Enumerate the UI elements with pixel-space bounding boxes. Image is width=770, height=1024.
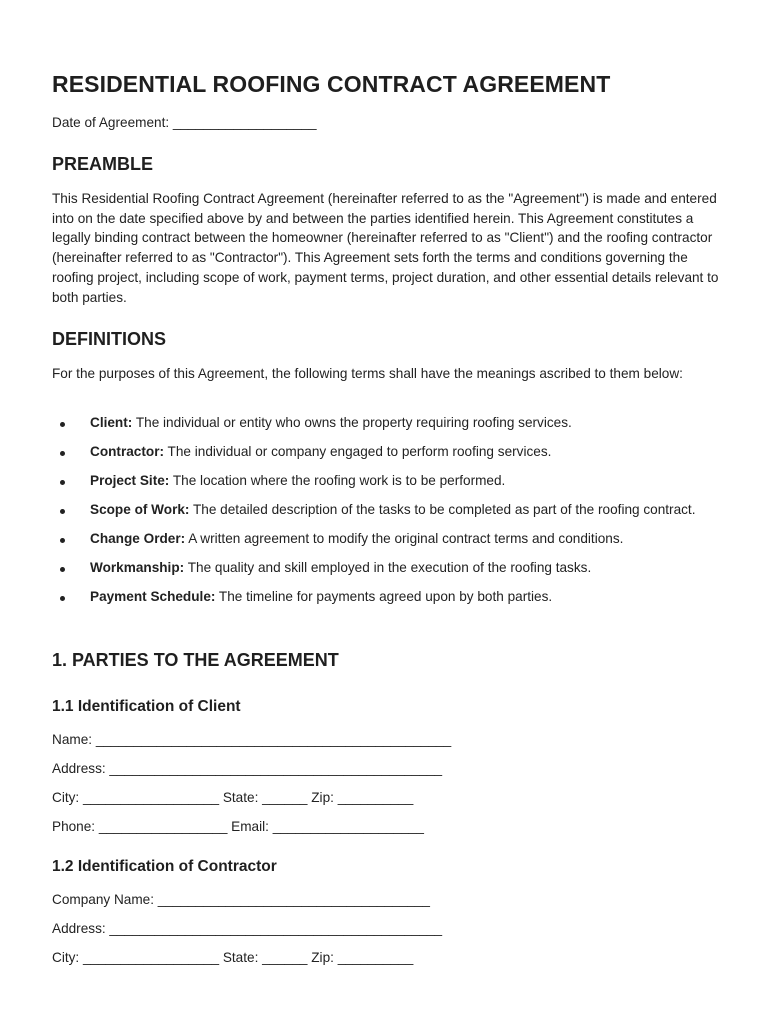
definition-text: The detailed description of the tasks to be completed as part of the roofing contract. bbox=[189, 502, 696, 517]
definition-item-scope-of-work bbox=[52, 500, 720, 520]
definition-term: Scope of Work: bbox=[90, 502, 190, 517]
preamble-text: This Residential Roofing Contract Agreement (hereinafter referred to as the "Agreement") is made and entered into on the date specified above by and between the parties identified herein. This Agreement constitutes a legally binding contract between the homeowner (hereinafter referred to as "Client") and the roofing contractor (hereinafter referred to as "Contractor"). This Agreement sets forth the terms and conditions governing the roofing project, including scope of work, payment terms, project duration, and other essential details relevant to both parties. bbox=[52, 191, 719, 305]
definitions-list bbox=[52, 413, 720, 616]
definition-term: Project Site: bbox=[90, 473, 170, 488]
definitions-intro: For the purposes of this Agreement, the following terms shall have the meanings ascribed to them below: bbox=[52, 366, 683, 381]
definition-term: Contractor: bbox=[90, 444, 165, 459]
client-name-field: Name: _______________________________________________ bbox=[52, 732, 452, 747]
bullet-icon bbox=[60, 596, 65, 601]
definition-item-contractor bbox=[52, 442, 720, 462]
definition-text: The individual or entity who owns the property requiring roofing services. bbox=[132, 415, 572, 430]
client-identification-heading: 1.1 Identification of Client bbox=[52, 698, 241, 715]
definition-text: The quality and skill employed in the execution of the roofing tasks. bbox=[184, 560, 592, 575]
definition-text: A written agreement to modify the original contract terms and conditions. bbox=[185, 531, 624, 546]
contractor-city-state-zip-field: City: __________________ State: ______ Zip: __________ bbox=[52, 950, 414, 965]
definition-item-project-site bbox=[52, 471, 720, 491]
bullet-icon bbox=[60, 422, 65, 427]
definitions-heading: DEFINITIONS bbox=[52, 329, 167, 349]
client-address-field: Address: ____________________________________________ bbox=[52, 761, 443, 776]
definition-term: Payment Schedule: bbox=[90, 589, 216, 604]
definition-text: The location where the roofing work is to be performed. bbox=[169, 473, 506, 488]
definition-term: Change Order: bbox=[90, 531, 186, 546]
definition-item-change-order bbox=[52, 529, 720, 549]
bullet-icon bbox=[60, 480, 65, 485]
parties-heading: 1. PARTIES TO THE AGREEMENT bbox=[52, 650, 339, 670]
bullet-icon bbox=[60, 509, 65, 514]
contractor-address-field: Address: ____________________________________________ bbox=[52, 921, 443, 936]
contractor-identification-heading: 1.2 Identification of Contractor bbox=[52, 858, 277, 875]
contractor-company-name-field: Company Name: ____________________________________ bbox=[52, 892, 430, 907]
definition-item-payment-schedule bbox=[52, 587, 720, 607]
definition-term: Client: bbox=[90, 415, 133, 430]
preamble-heading: PREAMBLE bbox=[52, 154, 154, 174]
definition-text: The timeline for payments agreed upon by both parties. bbox=[215, 589, 553, 604]
bullet-icon bbox=[60, 567, 65, 572]
document-title: RESIDENTIAL ROOFING CONTRACT AGREEMENT bbox=[52, 71, 611, 97]
client-city-state-zip-field: City: __________________ State: ______ Zip: __________ bbox=[52, 790, 414, 805]
definition-item-client bbox=[52, 413, 720, 433]
client-phone-email-field: Phone: _________________ Email: ____________________ bbox=[52, 819, 424, 834]
definition-item-workmanship bbox=[52, 558, 720, 578]
definition-text: The individual or company engaged to perform roofing services. bbox=[164, 444, 552, 459]
bullet-icon bbox=[60, 451, 65, 456]
bullet-icon bbox=[60, 538, 65, 543]
date-of-agreement-field: Date of Agreement: ___________________ bbox=[52, 115, 317, 130]
definition-term: Workmanship: bbox=[90, 560, 185, 575]
